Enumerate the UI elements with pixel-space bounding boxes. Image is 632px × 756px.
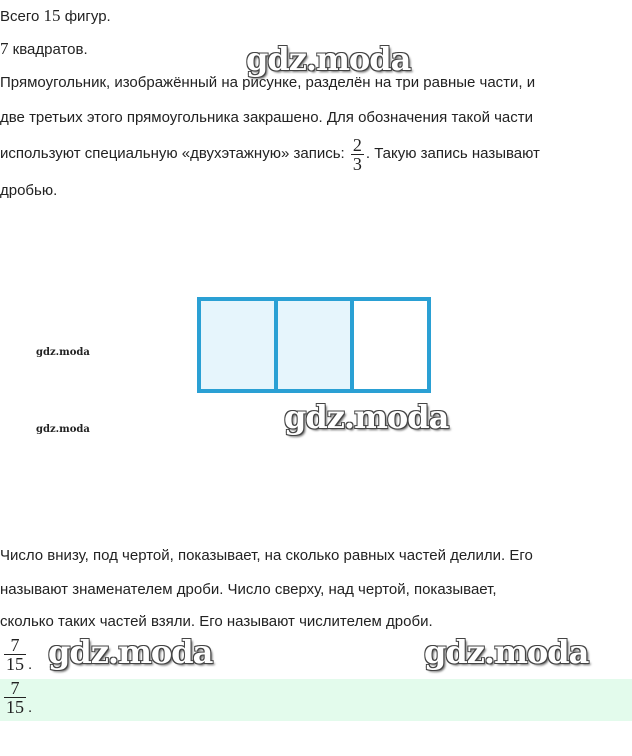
answer-fraction-2 [2,679,32,716]
answer-2-denominator: 15 [6,697,24,717]
watermark-bottom-right: gdz.moda [424,633,589,671]
total-number: 15 [43,6,61,25]
shaded-part-2 [274,301,351,389]
answer-2-numerator: 7 [10,678,20,698]
watermark-small-1: gdz.moda [36,347,90,358]
paragraph2-line3: сколько таких частей взяли. Его называют числителем дроби. [0,613,433,630]
paragraph1-line1: Прямоугольник, изображённый на рисунке, разделён на три равные части, и [0,74,536,91]
paragraph2-line1: Число внизу, под чертой, показывает, на сколько равных частей делили. Его [0,547,533,564]
paragraph2-line2: называют знаменателем дроби. Число сверху, над чертой, показывает, [0,581,497,598]
paragraph1-line2: две третьих этого прямоугольника закрашено. Для обозначения такой части [0,109,534,126]
squares-suffix: квадратов. [12,41,88,58]
watermark-middle: gdz.moda [284,398,449,436]
paragraph1-line4: дробью. [0,182,58,199]
answer-fraction-1 [2,636,32,673]
answer-1-tail: . [28,656,33,673]
total-prefix: Всего [0,8,40,25]
unshaded-part-3 [350,301,427,389]
divided-rectangle-figure [197,297,431,393]
squares-line [0,39,88,60]
fraction-denominator: 3 [352,153,362,174]
watermark-top: gdz.moda [246,40,411,78]
paragraph1-line3-before: используют специальную «двухэтажную» запись: [0,145,345,162]
squares-number: 7 [0,39,9,58]
answer-highlight-band [0,679,632,721]
answer-2-tail: . [28,699,33,716]
watermark-small-2: gdz.moda [36,424,90,435]
answer-1-denominator: 15 [6,654,24,674]
paragraph1-line3 [0,134,540,174]
answer-1-numerator: 7 [10,635,20,655]
total-suffix: фигур. [64,8,111,25]
paragraph1-line3-after: . Такую запись называют [365,145,540,162]
fraction-numerator: 2 [352,134,362,155]
answer-fraction-1-stack [4,636,26,673]
answer-fraction-2-stack [4,679,26,716]
total-figures-line [0,6,111,27]
watermark-bottom-left: gdz.moda [48,633,213,671]
fraction-two-thirds [351,136,364,173]
shaded-part-1 [201,301,274,389]
